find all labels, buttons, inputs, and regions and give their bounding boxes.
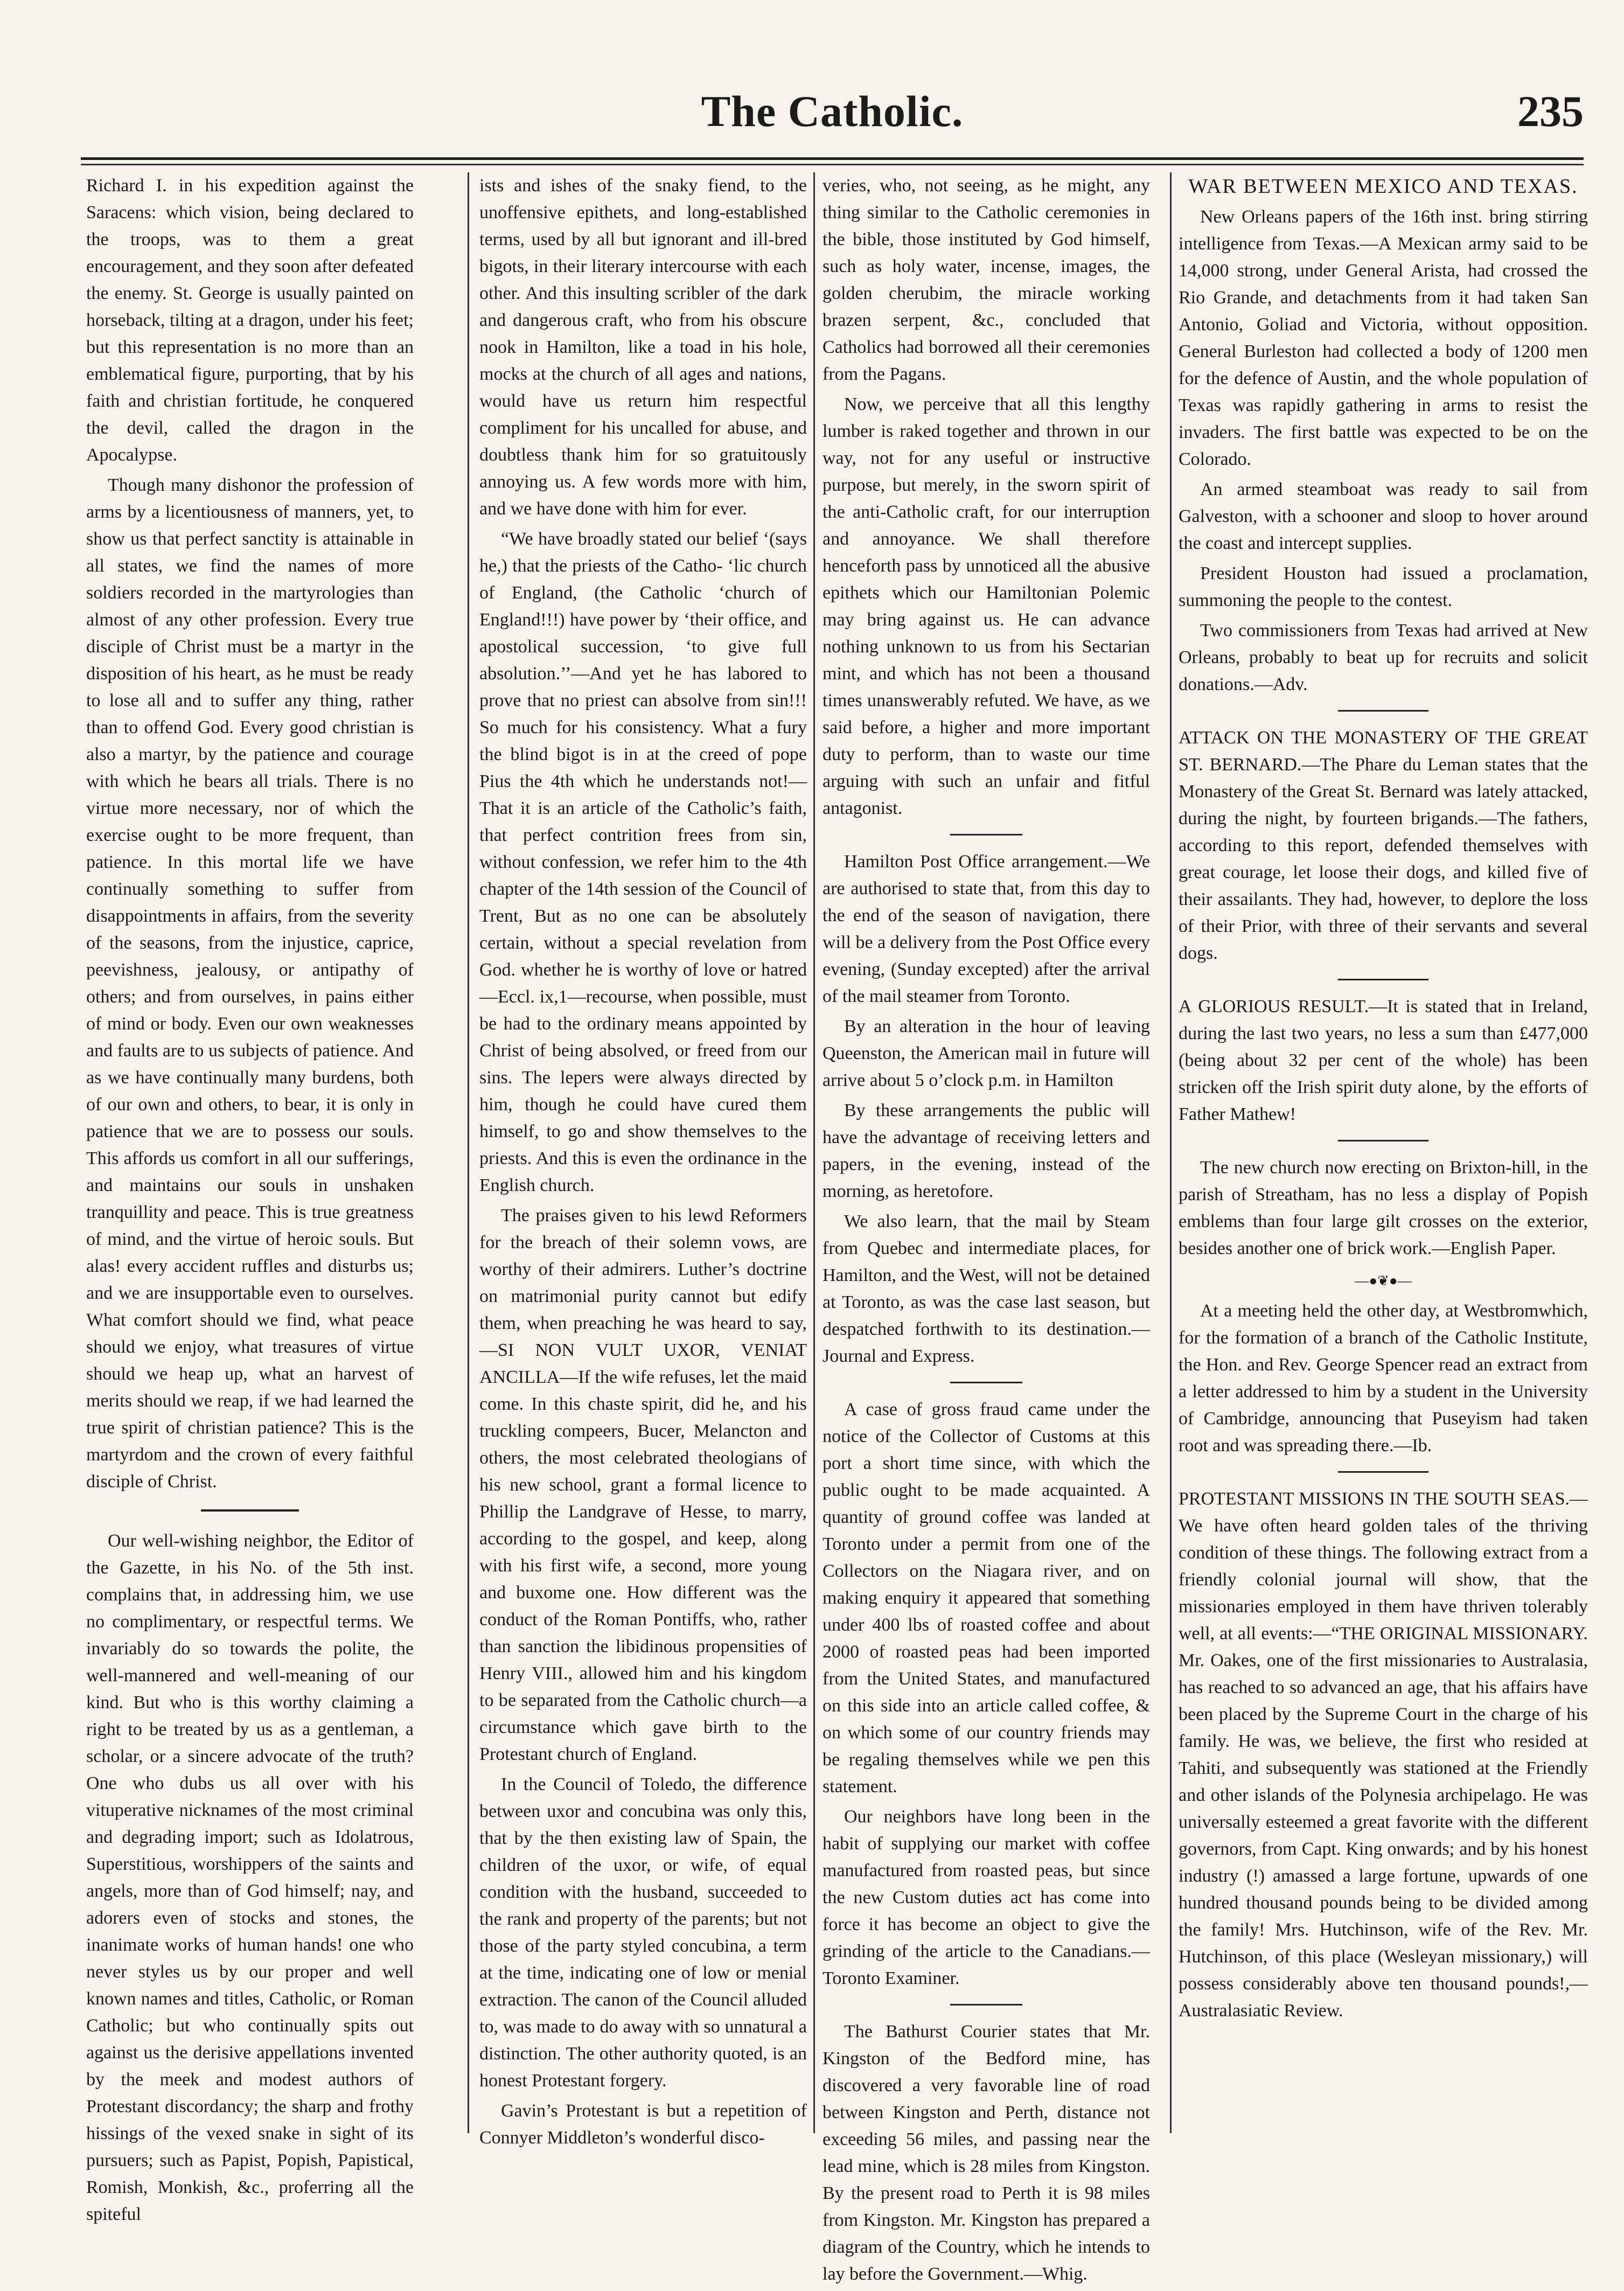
article-paragraph: veries, who, not seeing, as he might, any thing similar to the Catholic ceremonies in the bible, those instituted by God himself, such as holy water, incense, images, the golden cherubim, the miracle working brazen serpent, &c., concluded that Catholics had borrowed all their ceremonies from the Pagans. xyxy=(823,176,1150,384)
column-divider xyxy=(468,172,469,2133)
ornament-divider: —●❦●— xyxy=(1355,1273,1412,1289)
article-paragraph: In the Council of Toledo, the difference between uxor and concubina was only this, that by the then existing law of Spain, the children of the uxor, or wife, of equal condition with the husband, succeeded to the rank and property of the parents; but not those of the party styled concubina, a term at the time, indicating one of low or menial extraction. The canon of the Council alluded to, was made to do away with so unnatural a distinction. The other authority quoted, is an honest Protestant forgery. xyxy=(479,1774,807,2091)
article-paragraph: The praises given to his lewd Reformers for the breach of their solemn vows, are worthy of their admirers. Luther’s doctrine on matrimonial purity cannot but edify them, when preaching he was heard to say,—SI NON VULT UXOR, VENIAT ANCILLA—If the wife refuses, let the maid come. In this chaste spirit, did he, and his truckling compeers, Bucer, Melancton and others, the most celebrated theologians of his new school, grant a formal licence to Phillip the Landgrave of Hesse, to marry, according to the gospel, and keep, along with his first wife, a second, more young and buxome one. How different was the conduct of the Roman Pontiffs, who, rather than sanction the libidinous propensities of Henry VIII., allowed him and his kingdom to be separated from the Catholic church—a circumstance which gave birth to the Protestant church of England. xyxy=(479,1206,807,1764)
section-divider xyxy=(950,834,1022,835)
news-item: PROTESTANT MISSIONS IN THE SOUTH SEAS.—We have often heard golden tales of the thriving condition of these things. The following extract from a friendly colonial journal will show, that the missionaries employed in them have thriven tolerably well, at all events:—“THE ORIGINAL MISSIONARY. Mr. Oakes, one of the first missionaries to Australasia, has reached to so advanced an age, that his affairs have been placed by the Supreme Court in the charge of his family. He was, we believe, the first who resided at Tahiti, and subsequently was stationed at the Friendly and other islands of the Polynesia archipelago. He was universally esteemed a great favorite with the different governors, from Capt. King onwards; and by his honest industry (!) amassed a large fortune, upwards of one hundred thousand pounds being to be divided among the family! Mrs. Hutchinson, wife of the Rev. Mr. Hutchinson, of this place (Wesleyan missionary,) will possess considerably above ten thousand pounds!,—Australasiatic Review. xyxy=(1179,1489,1588,2021)
news-item: By an alteration in the hour of leaving Queenston, the American mail in future will arrive about 5 o’clock p.m. in Hamilton xyxy=(823,1016,1150,1090)
news-item: We also learn, that the mail by Steam from Quebec and intermediate places, for Hamilton, and the West, will not be detained at Toronto, as was the case last season, but despatched forthwith to its destination.—Journal and Express. xyxy=(823,1211,1150,1366)
news-item: The Bathurst Courier states that Mr. Kingston of the Bedford mine, has discovered a very favorable line of road between Kingston and Perth, distance not exceeding 56 miles, and passing near the lead mine, which is 28 miles from Kingston. By the present road to Perth it is 98 miles from Kingston. Mr. Kingston has prepared a diagram of the Country, which he intends to lay before the Government.—Whig. xyxy=(823,2022,1150,2284)
column-4 xyxy=(1179,172,1588,2028)
news-item: An armed steamboat was ready to sail from Galveston, with a schooner and sloop to hover around the coast and intercept supplies. xyxy=(1179,479,1588,553)
section-divider xyxy=(1338,979,1428,980)
section-divider xyxy=(1338,1471,1428,1473)
news-item: At a meeting held the other day, at Westbromwhich, for the formation of a branch of the Catholic Institute, the Hon. and Rev. George Spencer read an extract from a letter addressed to him by a student in the University of Cambridge, announcing that Puseyism had taken root and was spreading there.—Ib. xyxy=(1179,1301,1588,1456)
article-paragraph: “We have broadly stated our belief ‘(says he,) that the priests of the Catho- ‘lic church of England, (the Catholic ‘church of England!!!) have power by ‘their office, and apostolical succession, ‘to give full absolution.’’—And yet he has labored to prove that no priest can absolve from sin!!! So much for his consistency. What a fury the blind bigot is in at the creed of pope Pius the 4th which he understands not!—That it is an article of the Catholic’s faith, that perfect contrition frees from sin, without confession, we refer him to the 4th chapter of the 14th session of the Council of Trent, But as no one can be absolutely certain, without a special revelation from God. whether he is worthy of love or hatred—Eccl. ix,1—recourse, when possible, must be had to the ordinary means appointed by Christ of being absolved, or freed from our sins. The lepers were always directed by him, though he could have cured them himself, to go and show themselves to the priests. And this is even the ordinance in the English church. xyxy=(479,529,807,1195)
masthead xyxy=(81,81,1584,151)
news-item: Two commissioners from Texas had arrived at New Orleans, probably to beat up for recruits and solicit donations.—Adv. xyxy=(1179,621,1588,694)
page-title: The Catholic. xyxy=(701,87,964,136)
article-paragraph: Gavin’s Protestant is but a repetition of Connyer Middleton’s wonderful disco- xyxy=(479,2101,807,2148)
article-paragraph: Though many dishonor the profession of arms by a licentiousness of manners, yet, to show us that perfect sanctity is attainable in all states, we find the names of more soldiers recorded in the martyrologies than almost of any other profession. Every true disciple of Christ must be a martyr in the disposition of his heart, as he must be ready to lose all and to suffer any thing, rather than to offend God. Every good christian is also a martyr, by the patience and courage with which he bears all trials. There is no virtue more necessary, nor of which the exercise ought to be more frequent, than patience. In this mortal life we have continually something to suffer from disappointments in affairs, from the severity of the seasons, from the injustice, caprice, peevishness, jealousy, or antipathy of others; and from ourselves, in pains either of mind or body. Even our own weaknesses and faults are to us subjects of patience. And as we have continually many burdens, both of our own and others, to bear, it is only in patience that we are to possess our souls. This affords us comfort in all our sufferings, and maintains our souls in unshaken tranquillity and peace. This is true greatness of mind, and the virtue of heroic souls. But alas! every accident ruffles and disturbs us; and we are insupportable even to ourselves. What comfort should we find, what peace should we enjoy, what treasures of virtue should we heap up, what an harvest of merits should we reap, if we had learned the true spirit of christian patience? This is the martyrdom and the crown of every faithful disciple of Christ. xyxy=(86,475,414,1492)
section-divider xyxy=(1338,710,1428,712)
column-3 xyxy=(823,172,1150,2291)
column-divider xyxy=(1170,172,1172,2133)
section-heading: WAR BETWEEN MEXICO AND TEXAS. xyxy=(1188,175,1578,198)
news-item: A case of gross fraud came under the notice of the Collector of Customs at this port a short time since, with which the public ought to be made acquainted. A quantity of ground coffee was landed at Toronto under a permit from one of the Collectors on the Niagara river, and on making enquiry it appeared that something under 400 lbs of roasted coffee and about 2000 of roasted peas had been imported from the United States, and manufactured on this side into an article called coffee, & on which some of our country friends may be regaling themselves while we pen this statement. xyxy=(823,1399,1150,1796)
column-2 xyxy=(479,172,807,2155)
column-divider xyxy=(813,172,815,2133)
news-item: The new church now erecting on Brixton-hill, in the parish of Streatham, has no less a display of Popish emblems than four large gilt crosses on the exterior, besides another one of brick work.—English Paper. xyxy=(1179,1158,1588,1258)
section-divider xyxy=(201,1509,299,1512)
section-divider xyxy=(1338,1140,1428,1141)
news-item: ATTACK ON THE MONASTERY OF THE GREAT ST. BERNARD.—The Phare du Leman states that the Monastery of the Great St. Bernard was lately attacked, during the night, by fourteen brigands.—The fathers, according to this report, defended themselves with great courage, let loose their dogs, and killed five of their assailants. They had, however, to deplore the loss of their Prior, with three of their servants and several dogs. xyxy=(1179,728,1588,963)
article-paragraph: ists and ishes of the snaky fiend, to the unoffensive epithets, and long-established terms, used by all but ignorant and ill-bred bigots, in their literary intercourse with each other. And this insulting scribler of the dark and dangerous craft, who from his obscure nook in Hamilton, like a toad in his hole, mocks at the church of all ages and nations, would have us return him respectful compliment for his uncalled for abuse, and doubtless thank him for so gratuitously annoying us. A few words more with him, and we have done with him for ever. xyxy=(479,176,807,519)
page-number: 235 xyxy=(1517,87,1584,136)
news-item: By these arrangements the public will have the advantage of receiving letters and papers, in the evening, instead of the morning, as heretofore. xyxy=(823,1101,1150,1201)
article-paragraph: Now, we perceive that all this lengthy lumber is raked together and thrown in our way, not for any useful or instructive purpose, but merely, in the sworn spirit of the anti-Catholic craft, for our interruption and annoyance. We shall therefore henceforth pass by unnoticed all the abusive epithets which our Hamiltonian Polemic may bring against us. He can advance nothing unknown to us from his Sectarian mint, and which has not been a thousand times unanswerably refuted. We have, as we said before, a higher and more important duty to perform, than to waste our time arguing with such an unfair and fitful antagonist. xyxy=(823,394,1150,818)
section-divider xyxy=(950,2004,1022,2006)
news-item: President Houston had issued a proclamation, summoning the people to the contest. xyxy=(1179,563,1588,610)
news-item: Our neighbors have long been in the habit of supplying our market with coffee manufactured from roasted peas, but since the new Custom duties act has come into force it has become an object to give the grinding of the article to the Canadians.—Toronto Examiner. xyxy=(823,1807,1150,1988)
news-item: New Orleans papers of the 16th inst. bring stirring intelligence from Texas.—A Mexican army said to be 14,000 strong, under General Arista, had crossed the Rio Grande, and detachments from it had taken San Antonio, Goliad and Victoria, without opposition. General Burleston had collected a body of 1200 men for the defence of Austin, and the whole population of Texas was rapidly gathering in arms to resist the invaders. The first battle was expected to be on the Colorado. xyxy=(1179,207,1588,469)
article-paragraph: Richard I. in his expedition against the Saracens: which vision, being declared to the troops, was to them a great encouragement, and they soon after defeated the enemy. St. George is usually painted on horseback, tilting at a dragon, under his feet; but this representation is no more than an emblematical figure, purporting, that by his faith and christian fortitude, he conquered the devil, called the dragon in the Apocalypse. xyxy=(86,176,414,465)
news-item: A GLORIOUS RESULT.—It is stated that in Ireland, during the last two years, no less a sum than £477,000 (being about 32 per cent of the whole) has been stricken off the Irish spirit duty alone, by the efforts of Father Mathew! xyxy=(1179,997,1588,1124)
header-rule-thin xyxy=(81,164,1584,165)
column-1 xyxy=(86,172,414,2231)
news-item: Hamilton Post Office arrangement.—We are authorised to state that, from this day to the end of the season of navigation, there will be a delivery from the Post Office every evening, (Sunday excepted) after the arrival of the mail steamer from Toronto. xyxy=(823,852,1150,1006)
article-paragraph: Our well-wishing neighbor, the Editor of the Gazette, in his No. of the 5th inst. complains that, in addressing him, we use no complimentary, or respectful terms. We invariably do so towards the polite, the well-mannered and well-meaning of our kind. But who is this worthy claiming a right to be treated by us as a gentleman, a scholar, or a sincere advocate of the truth? One who dubs us all over with his vituperative nicknames of the most criminal and degrading import; such as Idolatrous, Superstitious, worshippers of the saints and angels, more than of God himself; nay, and adorers even of stocks and stones, the inanimate works of human hands! one who never styles us by our proper and well known names and titles, Catholic, or Roman Catholic; but who continually spits out against us the derisive appellations invented by the meek and modest authors of Protestant discordancy; the sharp and frothy hissings of the vexed snake in sight of its pursuers; such as Papist, Popish, Papistical, Romish, Monkish, &c., proferring all the spiteful xyxy=(86,1531,414,2224)
header-rule xyxy=(81,157,1584,160)
section-divider xyxy=(950,1382,1022,1383)
